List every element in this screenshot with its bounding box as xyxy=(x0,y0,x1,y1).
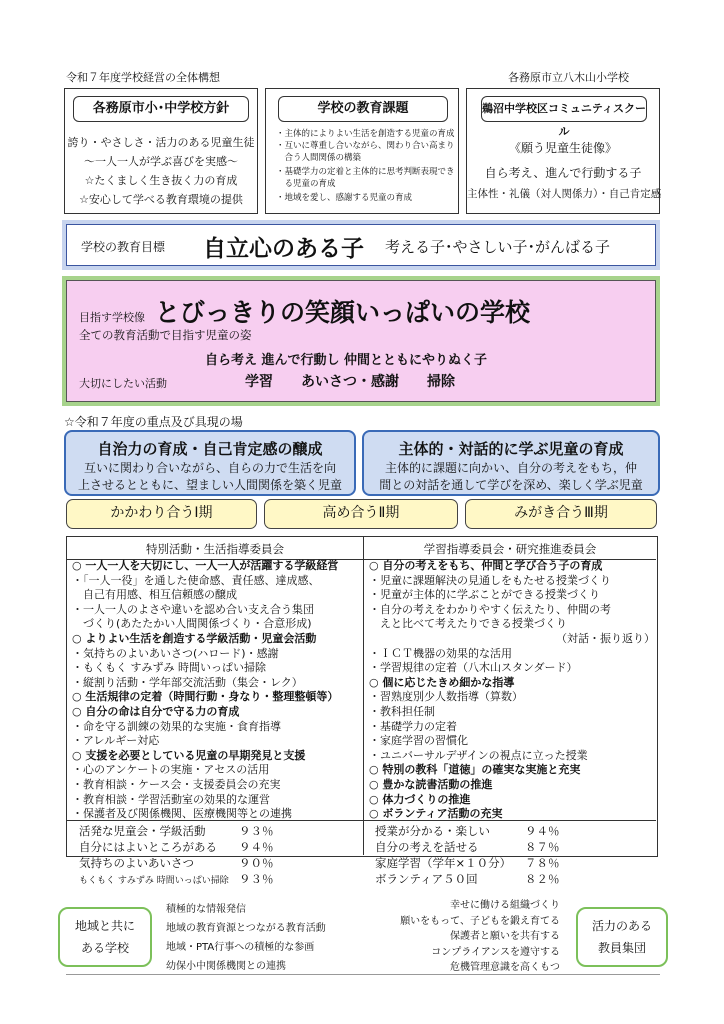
left-stats xyxy=(79,823,229,889)
community-line: 主体性・礼儀（対人関係力）・自己肯定感 xyxy=(467,188,662,200)
document-title: 令和７年度学校経営の全体構想 xyxy=(66,71,220,84)
col-line: ・命を守る訓練の効果的な実施・食育指導 xyxy=(72,719,281,733)
community-box xyxy=(466,88,660,214)
col-line: ・気持ちのよいあいさつ(ハロード)・感謝 xyxy=(72,646,279,660)
stat-label: ボランティア５０回 xyxy=(375,872,478,886)
col-line: ・児童に課題解決の見通しをもたせる授業づくり xyxy=(369,573,611,587)
col-line: ・ＩＣＴ機器の効果的な活用 xyxy=(369,646,512,660)
vision-activities: 学習 あいさつ・感謝 掃除 xyxy=(245,374,455,390)
focus-left-title: 自治力の育成・自己肯定感の醸成 xyxy=(97,440,323,458)
stat-value: ８７％ xyxy=(525,840,560,854)
col-line: ○ 自分の考えをもち、仲間と学び合う子の育成 xyxy=(369,559,603,572)
col-line: ・もくもく すみずみ 時間いっぱい掃除 xyxy=(72,661,266,675)
col-line: えと比べて考えたりできる授業づくり xyxy=(369,617,567,631)
stat-value: ９０％ xyxy=(239,856,274,870)
footer-right-item: 危機管理意識を高くもつ xyxy=(450,962,560,973)
footer-left-item: 地域・PTA行事への積極的な参画 xyxy=(166,942,315,953)
focus-box-left xyxy=(64,430,356,496)
footer-left-item: 幼保小中関係機関との連携 xyxy=(166,961,286,972)
school-name: 各務原市立八木山小学校 xyxy=(508,71,629,84)
stat-label: 家庭学習（学年×１０分） xyxy=(375,856,512,870)
stat-value: ８２％ xyxy=(525,872,560,886)
policy-line: ～一人一人が学ぶ喜びを実感～ xyxy=(84,155,238,168)
col-line: ・保護者及び関係機関、医療機関等との連携 xyxy=(72,807,292,821)
col-line: ・自分の考えをわかりやすく伝えたり、仲間の考 xyxy=(369,602,611,616)
col-line: ○ 自分の命は自分で守る力の育成 xyxy=(72,704,240,718)
stat-label: 自分の考えを話せる xyxy=(375,840,479,854)
col-line: ・教科担任制 xyxy=(369,704,435,718)
issue-line: 合う人間関係の構築 xyxy=(276,153,362,163)
priority-title: ☆令和７年度の重点及び具現の場 xyxy=(64,415,243,429)
policy-box xyxy=(64,88,258,214)
policy-line: ☆安心して学べる教育環境の提供 xyxy=(79,193,243,206)
right-col-title: 学習指導委員会・研究推進委員会 xyxy=(423,542,597,556)
col-line: ○ 特別の教科「道徳」の確実な実施と充実 xyxy=(369,763,581,777)
footer-right-box-line: 活力のある xyxy=(591,919,652,933)
col-line: ○ 豊かな読書活動の推進 xyxy=(369,777,493,791)
vision-label: 目指す学校像 xyxy=(79,311,145,324)
education-goal xyxy=(62,220,660,270)
footer-right-box-line: 教員集団 xyxy=(597,941,646,955)
focus-right-line: 間との対話を通して学びを深め、楽しく学ぶ児童 xyxy=(379,478,643,492)
stat-value: ９３％ xyxy=(239,824,274,838)
policy-line: 誇り・やさしさ・活力のある児童生徒 xyxy=(67,136,255,149)
focus-box-right xyxy=(362,430,660,496)
col-line: ○ 生活規律の定着（時間行動・身なり・整理整頓等） xyxy=(72,690,339,704)
stat-label: 気持ちのよいあいさつ xyxy=(79,856,194,870)
right-col-content xyxy=(369,559,655,822)
col-line: ・一人一人のよさや違いを認め合い支え合う集団 xyxy=(72,602,314,616)
col-line: づくり(あたたかい人間関係づくり・合意形成) xyxy=(72,617,312,631)
community-title: 鵜沼中学校区コミュニティスクール xyxy=(481,96,647,122)
footer-left-item: 地域の教育資源とつながる教育活動 xyxy=(166,923,326,934)
left-col-content xyxy=(72,559,360,822)
goal-sub: 考える子･やさしい子･がんばる子 xyxy=(385,238,611,256)
footer-left-item: 積極的な情報発信 xyxy=(166,904,246,915)
col-line: ○ よりよい生活を創造する学級活動・児童会活動 xyxy=(72,631,317,645)
issue-line: ・主体的によりよい生活を創造する児童の育成 xyxy=(276,129,455,139)
stat-label: もくもく すみずみ 時間いっぱい掃除 xyxy=(79,876,229,886)
vision-line2: 全ての教育活動で目指す児童の姿 xyxy=(79,328,252,342)
policy-line: ☆たくましく生き抜く力の育成 xyxy=(84,174,238,187)
col-line: ・アレルギー対応 xyxy=(72,734,160,748)
right-stats xyxy=(375,823,511,887)
col-line: ○ 個に応じたきめ細かな指導 xyxy=(369,675,515,689)
col-line: ・教育相談・学習活動室の効果的な運営 xyxy=(72,792,270,806)
goal-main: 自立心のある子 xyxy=(203,236,364,262)
community-school-box xyxy=(58,907,152,967)
term-1: かかわり合うⅠ期 xyxy=(66,499,257,529)
col-line: ・「一人一役」を通した使命感、責任感、達成感、 xyxy=(72,573,320,587)
vision-line3: 自ら考え 進んで行動し 仲間とともにやりぬく子 xyxy=(205,353,488,368)
col-line: ○ 一人一人を大切にし、一人一人が活躍する学級経営 xyxy=(72,559,339,572)
stat-value: ７８％ xyxy=(525,856,560,870)
right-stat-values xyxy=(525,823,560,887)
school-vision xyxy=(62,276,660,406)
focus-right-title: 主体的・対話的に学ぶ児童の育成 xyxy=(398,440,624,458)
footer-right-item: コンプライアンスを遵守する xyxy=(431,946,560,958)
term-2: 高め合うⅡ期 xyxy=(264,499,458,529)
col-line: ・基礎学力の定着 xyxy=(369,719,457,733)
footer-right-item: 幸せに働ける組織づくり xyxy=(450,900,560,911)
col-line: （対話・振り返り） xyxy=(556,631,655,645)
footer-left-box-line: 地域と共に xyxy=(74,919,135,933)
col-line: ・習熟度別少人数指導（算数） xyxy=(369,690,523,704)
focus-right-line: 主体的に課題に向かい、自分の考えをもち，仲 xyxy=(384,461,637,475)
stat-label: 授業が分かる・楽しい xyxy=(375,824,490,838)
goal-label: 学校の教育目標 xyxy=(81,240,166,254)
col-line: ・児童が主体的に学ぶことができる授業づくり xyxy=(369,588,600,602)
footer-right-item: 願いをもって、子どもを鍛え育てる xyxy=(400,915,560,927)
focus-left-line: 上させるとともに、望ましい人間関係を築く児童 xyxy=(77,478,342,492)
term-3: みがき合うⅢ期 xyxy=(465,499,657,529)
col-line: ○ ボランティア活動の充実 xyxy=(369,807,503,821)
issues-title: 学校の教育課題 xyxy=(278,96,448,122)
footer-right-item: 保護者と願いを共有する xyxy=(450,931,560,942)
col-line: ・教育相談・ケース会・支援委員会の充実 xyxy=(72,777,281,791)
col-line: 自己有用感、相互信頼感の醸成 xyxy=(72,588,237,602)
stat-label: 自分にはよいところがある xyxy=(79,840,217,854)
committee-table xyxy=(66,536,658,886)
col-line: ・心のアンケートの実施・アセスの活用 xyxy=(72,763,270,777)
stat-label: 活発な児童会・学級活動 xyxy=(79,824,206,838)
left-stat-values xyxy=(239,823,274,887)
community-line: 《願う児童生徒像》 xyxy=(508,141,617,155)
policy-title: 各務原市小･中学校方針 xyxy=(73,96,249,122)
footer-left-list xyxy=(166,900,326,976)
col-line: ○ 支援を必要としている児童の早期発見と支援 xyxy=(72,748,306,762)
issues-box xyxy=(265,88,459,214)
issue-line: ・地域を愛し、感謝する児童の育成 xyxy=(276,193,413,203)
col-line: ・縦割り活動・学年部交流活動（集会・レク） xyxy=(72,675,303,689)
vision-label2: 大切にしたい活動 xyxy=(79,377,167,390)
col-line: ・家庭学習の習慣化 xyxy=(369,734,468,748)
col-line: ・ユニバーサルデザインの視点に立った授業 xyxy=(369,748,588,762)
stat-value: ９３％ xyxy=(239,872,274,886)
staff-box xyxy=(576,907,668,967)
issue-line: ・互いに尊重し合いながら、関わり合い高まり xyxy=(276,141,455,151)
stat-value: ９４％ xyxy=(525,824,560,838)
vision-main: とびっきりの笑顔いっぱいの学校 xyxy=(155,298,531,327)
stat-value: ９４％ xyxy=(239,840,274,854)
community-line: 自ら考え、進んで行動する子 xyxy=(484,166,642,180)
focus-left-line: 互いに関わり合いながら、自らの力で生活を向 xyxy=(83,461,336,475)
left-col-title: 特別活動・生活指導委員会 xyxy=(146,542,284,556)
footer-right-list xyxy=(378,898,560,976)
col-line: ・学習規律の定着（八木山スタンダード） xyxy=(369,661,578,675)
col-line: ○ 体力づくりの推進 xyxy=(369,792,471,806)
issue-line: ・基礎学力の定着と主体的に思考判断表現でき xyxy=(276,167,455,177)
footer-left-box-line: ある学校 xyxy=(80,941,129,955)
issue-line: る児童の育成 xyxy=(276,179,336,189)
